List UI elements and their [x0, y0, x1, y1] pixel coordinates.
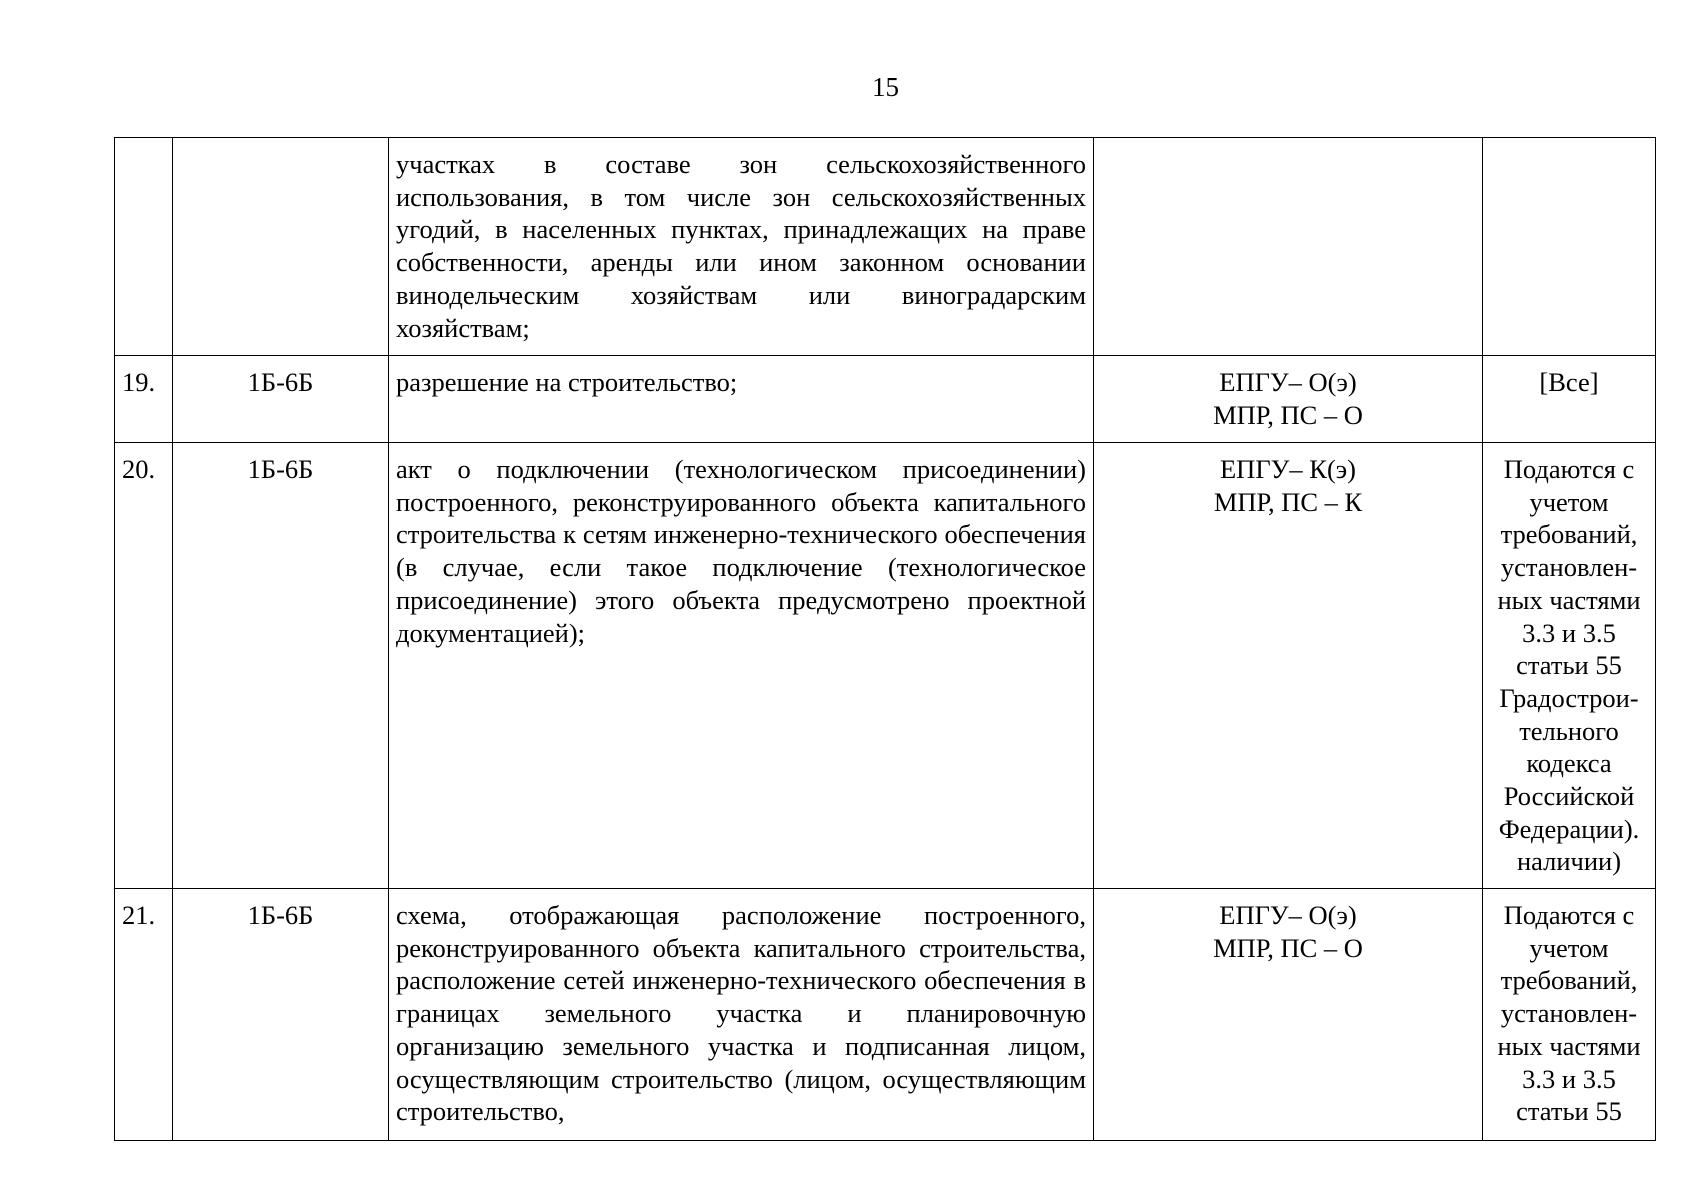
code-cell: 1Б-6Б — [173, 443, 389, 889]
description-cell: участках в составе зон сельскохозяйственного использования, в том числе зон сельскохозяйственных угодий, в населенных пунктах, принадлежащих на праве собственности, аренды или ином законном основании винодельческим хозяйствам или виноградарским хозяйствам; — [389, 138, 1094, 356]
submission-form-cell — [1094, 443, 1483, 889]
row-number-cell: 20. — [115, 443, 173, 889]
row-number-cell: 21. — [115, 889, 173, 1141]
description-cell: акт о подключении (технологическом присоединении) построенного, реконструированного объекта капитального строительства к сетям инженерно-технического обеспечения (в случае, если такое подключение (технологическое присоединение) этого объекта предусмотрено проектной документацией); — [389, 443, 1094, 889]
note-cell — [1483, 138, 1656, 356]
code-cell: 1Б-6Б — [173, 889, 389, 1141]
table-row — [115, 138, 1656, 356]
submission-form-line: МПР, ПС – О — [1213, 932, 1363, 963]
document-table — [114, 137, 1656, 1141]
submission-form-cell — [1094, 889, 1483, 1141]
row-number-cell: 19. — [115, 356, 173, 443]
note-cell: Подаются с учетом требований, установлен-ных частями 3.3 и 3.5 статьи 55 Градострои-тельного кодекса Российской Федерации). наличии) — [1483, 443, 1656, 889]
submission-form-cell — [1094, 356, 1483, 443]
table-row — [115, 889, 1656, 1141]
description-cell: схема, отображающая расположение построенного, реконструированного объекта капитального строительства, расположение сетей инженерно-технического обеспечения в границах земельного участка и планировочную организацию земельного участка и подписанная лицом, осуществляющим строительство (лицом, осуществляющим строительство, — [389, 889, 1094, 1141]
code-cell — [173, 138, 389, 356]
code-cell: 1Б-6Б — [173, 356, 389, 443]
row-number-cell — [115, 138, 173, 356]
submission-form-line: МПР, ПС – К — [1213, 486, 1363, 517]
table-row — [115, 443, 1656, 889]
submission-form-line: ЕПГУ– О(э) — [1219, 900, 1357, 930]
submission-form-line: ЕПГУ– К(э) — [1220, 454, 1356, 484]
page-number: 15 — [872, 72, 899, 102]
description-cell: разрешение на строительство; — [389, 356, 1094, 443]
note-cell: Подаются с учетом требований, установлен-ных частями 3.3 и 3.5 статьи 55 — [1483, 889, 1656, 1141]
table-row — [115, 356, 1656, 443]
submission-form-line: МПР, ПС – О — [1213, 399, 1363, 430]
submission-form-line: ЕПГУ– О(э) — [1219, 367, 1357, 397]
note-cell: [Все] — [1483, 356, 1656, 443]
submission-form-cell — [1094, 138, 1483, 356]
